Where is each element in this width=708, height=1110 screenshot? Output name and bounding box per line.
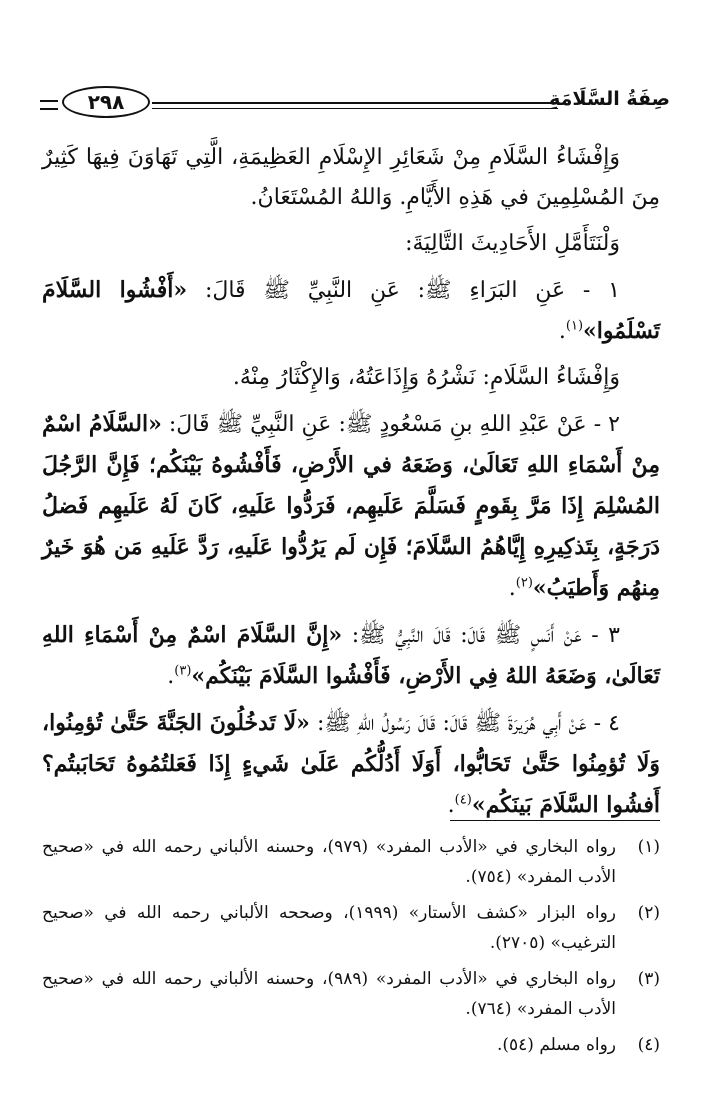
paragraph-intro: وَإِفْشَاءُ السَّلَامِ مِنْ شَعَائِرِ الإِسْلَامِ العَظِيمَةِ، الَّتِي تَهَاوَنَ فِيهَا كَثِيرٌ مِنَ المُسْلِمِينَ في هَذِهِ الأَيَّامِ. وَاللهُ المُسْتَعَانُ. (42, 145, 660, 210)
hadith-4-intro: ٤ - عَنْ أَبِي هُرَيرَةَ ﷺ قَالَ: قَالَ رَسُولُ اللهِ ﷺ: (309, 711, 620, 736)
header-rule (152, 102, 558, 109)
footnote-ref-1[interactable]: (١) (565, 318, 584, 334)
footnote-number: (٤) (637, 1035, 660, 1055)
footnote-text: رواه البخاري في «الأدب المفرد» (٩٨٩)، وحسنه الألباني رحمه الله في «صحيح الأدب المفرد» (٧٦٤). (42, 969, 616, 1019)
hadith-3-intro: ٣ - عَنْ أَنَسٍ ﷺ قَالَ: قَالَ النَّبِيُّ ﷺ: (342, 623, 620, 648)
hadith-4 (42, 703, 660, 826)
page-number: ٢٩٨ (62, 86, 150, 118)
running-title: صِفَةُ السَّلَامَةِ (549, 88, 670, 110)
footnote-number: (٣) (637, 969, 660, 989)
footnote-item (42, 1030, 660, 1060)
footnote-text: رواه البخاري في «الأدب المفرد» (٩٧٩)، وحسنه الألباني رحمه الله في «صحيح الأدب المفرد» (٧٥٤). (42, 837, 616, 887)
hadith-2-quote: «السَّلَامُ اسْمٌ مِنْ أَسْمَاءِ اللهِ تَعَالَىٰ، وَضَعَهُ في الأَرْضِ، فَأَفْشُوهُ بَيْنَكُم؛ فَإِنَّ الرَّجُلَ المُسْلِمَ إِذَا مَرَّ بِقَومٍ فَسَلَّمَ عَلَيهِم، فَرَدُّوا عَلَيهِ، كَانَ لَهُ عَلَيهِم فَضلُ دَرَجَةٍ، بِتَذكِيرِهِ إِيَّاهُمُ السَّلَامَ؛ فَإِن لَم يَرُدُّوا عَلَيهِ، رَدَّ عَلَيهِ مَن هُوَ خَيرٌ مِنهُم وَأَطيَبُ» (42, 411, 660, 601)
main-text (42, 138, 660, 832)
hadith-2 (42, 404, 660, 609)
footnote-ref-4[interactable]: (٤) (454, 792, 472, 808)
footnote-item (42, 832, 660, 892)
hadith-1 (42, 270, 660, 352)
footnote-ref-2[interactable]: (٢) (515, 575, 533, 591)
footnote-item (42, 898, 660, 958)
footnote-ref-3[interactable]: (٣) (174, 663, 192, 679)
footnote-text: رواه البزار «كشف الأستار» (١٩٩٩)، وصححه الألباني رحمه الله في «صحيح الترغيب» (٢٧٠٥). (42, 903, 616, 953)
hadith-2-end: . (508, 576, 516, 601)
hadith-4-quote: «لَا تَدخُلُونَ الجَنَّةَ حَتَّىٰ تُؤمِنُوا، وَلَا تُؤمِنُوا حَتَّىٰ تَحَابُّوا، أَوَلَا أَدُلُّكُم عَلَىٰ شَيءٍ إِذَا فَعَلتُمُوهُ تَحَابَبتُم؟ أَفشُوا السَّلَامَ بَينَكُم» (42, 710, 660, 818)
footnote-number: (١) (637, 837, 660, 857)
hadith-1-intro: ١ - عَنِ البَرَاءِ ﷺ: عَنِ النَّبِيِّ ﷺ قَالَ: (187, 278, 620, 303)
footnote-text: رواه مسلم (٥٤). (496, 1035, 616, 1055)
header-ornament (40, 100, 58, 110)
hadith-3 (42, 615, 660, 697)
hadith-2-intro: ٢ - عَنْ عَبْدِ اللهِ بنِ مَسْعُودٍ ﷺ: عَنِ النَّبِيِّ ﷺ قَالَ: (161, 412, 620, 437)
hadith-1-quote: «أَفْشُوا السَّلَامَ تَسْلَمُوا» (42, 277, 660, 344)
footnote-number: (٢) (637, 903, 660, 923)
paragraph-lead: وَلْنَتَأَمَّلِ الأَحَادِيثَ التَّالِيَةَ: (405, 231, 620, 256)
page-header (40, 86, 670, 122)
footnote-divider (450, 820, 660, 821)
paragraph-explanation: وَإِفْشَاءُ السَّلَامِ: نَشْرُهُ وَإِذَاعَتُهُ، وَالإِكْثَارُ مِنْهُ. (232, 365, 620, 390)
hadith-3-quote: «إِنَّ السَّلَامَ اسْمٌ مِنْ أَسْمَاءِ اللهِ تَعَالَىٰ، وَضَعَهُ اللهُ فِي الأَرْضِ، فَأَفْشُوا السَّلَامَ بَيْنَكُم» (42, 622, 660, 689)
hadith-3-end: . (167, 664, 175, 689)
hadith-1-end: . (558, 319, 566, 344)
footnotes (42, 832, 660, 1066)
footnote-item (42, 964, 660, 1024)
hadith-4-end: . (447, 793, 455, 818)
